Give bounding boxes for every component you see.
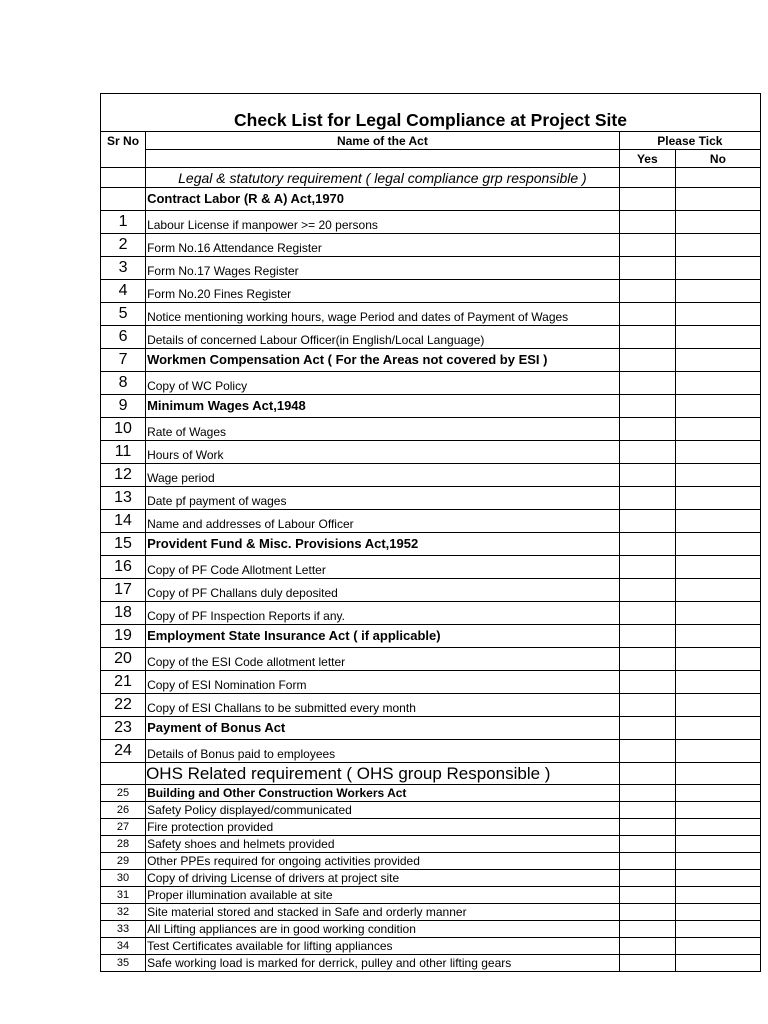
sr-no-cell: 2 — [101, 234, 146, 257]
section-sr-blank — [101, 168, 146, 188]
no-tick-cell[interactable] — [675, 303, 760, 326]
requirement-cell: Copy of driving License of drivers at project site — [146, 870, 620, 887]
no-tick-cell[interactable] — [675, 819, 760, 836]
sr-no-cell: 14 — [101, 510, 146, 533]
sr-no-cell: 17 — [101, 579, 146, 602]
sr-no-cell: 10 — [101, 418, 146, 441]
compliance-checklist-table — [100, 93, 761, 972]
yes-tick-cell[interactable] — [619, 579, 675, 602]
act-name-cell: Contract Labor (R & A) Act,1970 — [146, 188, 620, 211]
no-tick-cell[interactable] — [675, 740, 760, 763]
checklist-row — [101, 648, 761, 671]
requirement-cell: Details of Bonus paid to employees — [146, 740, 620, 763]
no-tick-cell[interactable] — [675, 487, 760, 510]
yes-tick-cell[interactable] — [619, 625, 675, 648]
requirement-cell: Form No.20 Fines Register — [146, 280, 620, 303]
no-tick-cell[interactable] — [675, 188, 760, 211]
yes-tick-cell[interactable] — [619, 303, 675, 326]
requirement-cell: Date pf payment of wages — [146, 487, 620, 510]
no-tick-cell[interactable] — [675, 372, 760, 395]
requirement-cell: Proper illumination available at site — [146, 887, 620, 904]
sr-no-cell: 9 — [101, 395, 146, 418]
requirement-cell: Fire protection provided — [146, 819, 620, 836]
act-name-cell: Payment of Bonus Act — [146, 717, 620, 740]
yes-tick-cell[interactable] — [619, 510, 675, 533]
no-tick-cell[interactable] — [675, 395, 760, 418]
checklist-row — [101, 464, 761, 487]
requirement-cell: Copy of ESI Challans to be submitted every month — [146, 694, 620, 717]
requirement-cell: Test Certificates available for lifting appliances — [146, 938, 620, 955]
checklist-row — [101, 671, 761, 694]
no-tick-cell[interactable] — [675, 234, 760, 257]
no-tick-cell[interactable] — [675, 280, 760, 303]
sr-no-cell: 19 — [101, 625, 146, 648]
requirement-cell: Copy of the ESI Code allotment letter — [146, 648, 620, 671]
sr-no-header: Sr No — [101, 132, 146, 168]
no-tick-cell[interactable] — [675, 579, 760, 602]
act-name-cell: Provident Fund & Misc. Provisions Act,1952 — [146, 533, 620, 556]
yes-tick-cell[interactable] — [619, 441, 675, 464]
checklist-row — [101, 870, 761, 887]
requirement-cell: Copy of PF Challans duly deposited — [146, 579, 620, 602]
checklist-row — [101, 836, 761, 853]
requirement-cell: Wage period — [146, 464, 620, 487]
sr-no-cell: 32 — [101, 904, 146, 921]
checklist-row — [101, 234, 761, 257]
sr-no-cell: 30 — [101, 870, 146, 887]
checklist-row — [101, 257, 761, 280]
requirement-cell: Details of concerned Labour Officer(in English/Local Language) — [146, 326, 620, 349]
no-tick-cell[interactable] — [675, 955, 760, 972]
no-tick-cell[interactable] — [675, 763, 760, 785]
requirement-cell: All Lifting appliances are in good working condition — [146, 921, 620, 938]
checklist-row — [101, 280, 761, 303]
checklist-row — [101, 904, 761, 921]
checklist-row — [101, 418, 761, 441]
checklist-row — [101, 938, 761, 955]
yes-tick-cell[interactable] — [619, 921, 675, 938]
no-tick-cell[interactable] — [675, 904, 760, 921]
sr-no-cell: 13 — [101, 487, 146, 510]
no-tick-cell[interactable] — [675, 464, 760, 487]
sr-no-cell: 31 — [101, 887, 146, 904]
sr-no-cell: 6 — [101, 326, 146, 349]
sr-no-cell: 4 — [101, 280, 146, 303]
checklist-row — [101, 579, 761, 602]
yes-tick-cell[interactable] — [619, 870, 675, 887]
checklist-row — [101, 740, 761, 763]
yes-tick-cell[interactable] — [619, 671, 675, 694]
checklist-row — [101, 372, 761, 395]
requirement-cell: Site material stored and stacked in Safe and orderly manner — [146, 904, 620, 921]
yes-tick-cell[interactable] — [619, 648, 675, 671]
checklist-row — [101, 887, 761, 904]
yes-tick-cell[interactable] — [619, 280, 675, 303]
requirement-cell: Copy of WC Policy — [146, 372, 620, 395]
section-title-legal: Legal & statutory requirement ( legal compliance grp responsible ) — [146, 168, 620, 188]
requirement-cell: Notice mentioning working hours, wage Period and dates of Payment of Wages — [146, 303, 620, 326]
sr-no-cell: 25 — [101, 785, 146, 802]
requirement-cell: Name and addresses of Labour Officer — [146, 510, 620, 533]
yes-tick-cell[interactable] — [619, 395, 675, 418]
yes-tick-cell[interactable] — [619, 904, 675, 921]
no-tick-cell[interactable] — [675, 418, 760, 441]
no-tick-cell[interactable] — [675, 836, 760, 853]
requirement-cell: Safety Policy displayed/communicated — [146, 802, 620, 819]
yes-tick-cell[interactable] — [619, 853, 675, 870]
yes-tick-cell[interactable] — [619, 819, 675, 836]
checklist-row — [101, 785, 761, 802]
yes-tick-cell[interactable] — [619, 349, 675, 372]
yes-tick-cell[interactable] — [619, 717, 675, 740]
sr-no-cell: 3 — [101, 257, 146, 280]
sr-no-cell: 1 — [101, 211, 146, 234]
yes-tick-cell[interactable] — [619, 556, 675, 579]
requirement-cell: Safety shoes and helmets provided — [146, 836, 620, 853]
yes-tick-cell[interactable] — [619, 188, 675, 211]
sr-no-cell: 33 — [101, 921, 146, 938]
checklist-row — [101, 921, 761, 938]
no-tick-cell[interactable] — [675, 870, 760, 887]
no-tick-cell[interactable] — [675, 694, 760, 717]
checklist-row — [101, 853, 761, 870]
requirement-cell: Labour License if manpower >= 20 persons — [146, 211, 620, 234]
no-tick-cell[interactable] — [675, 211, 760, 234]
please-tick-header: Please Tick — [619, 132, 760, 150]
no-tick-cell[interactable] — [675, 625, 760, 648]
yes-tick-cell[interactable] — [619, 740, 675, 763]
checklist-row — [101, 326, 761, 349]
act-name-cell: Employment State Insurance Act ( if applicable) — [146, 625, 620, 648]
act-name-cell: Building and Other Construction Workers Act — [146, 785, 620, 802]
checklist-row — [101, 694, 761, 717]
no-tick-cell[interactable] — [675, 510, 760, 533]
checklist-row — [101, 487, 761, 510]
yes-tick-cell[interactable] — [619, 372, 675, 395]
yes-tick-cell[interactable] — [619, 487, 675, 510]
no-tick-cell[interactable] — [675, 938, 760, 955]
yes-tick-cell[interactable] — [619, 257, 675, 280]
section-title-ohs: OHS Related requirement ( OHS group Responsible ) — [146, 763, 620, 785]
sr-no-cell: 26 — [101, 802, 146, 819]
section-sr-blank — [101, 763, 146, 785]
sr-no-cell: 20 — [101, 648, 146, 671]
yes-tick-cell[interactable] — [619, 234, 675, 257]
yes-tick-cell[interactable] — [619, 533, 675, 556]
no-tick-cell[interactable] — [675, 257, 760, 280]
sr-no-cell: 5 — [101, 303, 146, 326]
sr-no-cell: 21 — [101, 671, 146, 694]
checklist-row — [101, 303, 761, 326]
sr-no-cell: 24 — [101, 740, 146, 763]
checklist-row — [101, 802, 761, 819]
no-tick-cell[interactable] — [675, 168, 760, 188]
checklist-row — [101, 819, 761, 836]
no-tick-cell[interactable] — [675, 802, 760, 819]
yes-tick-cell[interactable] — [619, 464, 675, 487]
requirement-cell: Safe working load is marked for derrick, pulley and other lifting gears — [146, 955, 620, 972]
yes-tick-cell[interactable] — [619, 326, 675, 349]
checklist-row — [101, 955, 761, 972]
checklist-row — [101, 441, 761, 464]
sr-no-cell: 34 — [101, 938, 146, 955]
no-tick-cell[interactable] — [675, 785, 760, 802]
requirement-cell: Form No.17 Wages Register — [146, 257, 620, 280]
no-tick-cell[interactable] — [675, 717, 760, 740]
no-tick-cell[interactable] — [675, 671, 760, 694]
no-tick-cell[interactable] — [675, 326, 760, 349]
yes-tick-cell[interactable] — [619, 694, 675, 717]
checklist-row — [101, 556, 761, 579]
sr-no-cell: 28 — [101, 836, 146, 853]
yes-tick-cell[interactable] — [619, 785, 675, 802]
header-blank-cell — [146, 150, 620, 168]
sr-no-cell: 18 — [101, 602, 146, 625]
sr-no-cell: 12 — [101, 464, 146, 487]
yes-tick-cell[interactable] — [619, 168, 675, 188]
no-tick-cell[interactable] — [675, 602, 760, 625]
no-header: No — [675, 150, 760, 168]
yes-tick-cell[interactable] — [619, 887, 675, 904]
requirement-cell: Hours of Work — [146, 441, 620, 464]
sr-no-cell: 11 — [101, 441, 146, 464]
yes-tick-cell[interactable] — [619, 211, 675, 234]
yes-tick-cell[interactable] — [619, 955, 675, 972]
sr-no-cell: 8 — [101, 372, 146, 395]
requirement-cell: Copy of PF Code Allotment Letter — [146, 556, 620, 579]
requirement-cell: Rate of Wages — [146, 418, 620, 441]
no-tick-cell[interactable] — [675, 533, 760, 556]
no-tick-cell[interactable] — [675, 853, 760, 870]
no-tick-cell[interactable] — [675, 648, 760, 671]
act-name-cell: Minimum Wages Act,1948 — [146, 395, 620, 418]
sr-no-cell: 15 — [101, 533, 146, 556]
requirement-cell: Other PPEs required for ongoing activities provided — [146, 853, 620, 870]
no-tick-cell[interactable] — [675, 556, 760, 579]
requirement-cell: Copy of ESI Nomination Form — [146, 671, 620, 694]
sr-no-cell: 27 — [101, 819, 146, 836]
checklist-title: Check List for Legal Compliance at Project Site — [101, 94, 761, 132]
sr-no-cell: 7 — [101, 349, 146, 372]
yes-tick-cell[interactable] — [619, 802, 675, 819]
checklist-row — [101, 625, 761, 648]
sr-no-cell: 35 — [101, 955, 146, 972]
checklist-row — [101, 717, 761, 740]
no-tick-cell[interactable] — [675, 441, 760, 464]
checklist-row — [101, 395, 761, 418]
sr-no-cell — [101, 188, 146, 211]
act-name-header: Name of the Act — [146, 132, 620, 150]
no-tick-cell[interactable] — [675, 887, 760, 904]
checklist-row — [101, 188, 761, 211]
yes-tick-cell[interactable] — [619, 418, 675, 441]
yes-tick-cell[interactable] — [619, 836, 675, 853]
yes-tick-cell[interactable] — [619, 938, 675, 955]
yes-tick-cell[interactable] — [619, 763, 675, 785]
act-name-cell: Workmen Compensation Act ( For the Areas not covered by ESI ) — [146, 349, 620, 372]
no-tick-cell[interactable] — [675, 921, 760, 938]
sr-no-cell: 23 — [101, 717, 146, 740]
sr-no-cell: 29 — [101, 853, 146, 870]
sr-no-cell: 22 — [101, 694, 146, 717]
requirement-cell: Form No.16 Attendance Register — [146, 234, 620, 257]
checklist-row — [101, 211, 761, 234]
checklist-row — [101, 349, 761, 372]
yes-header: Yes — [619, 150, 675, 168]
checklist-row — [101, 510, 761, 533]
requirement-cell: Copy of PF Inspection Reports if any. — [146, 602, 620, 625]
yes-tick-cell[interactable] — [619, 602, 675, 625]
checklist-row — [101, 533, 761, 556]
sr-no-cell: 16 — [101, 556, 146, 579]
checklist-row — [101, 602, 761, 625]
no-tick-cell[interactable] — [675, 349, 760, 372]
